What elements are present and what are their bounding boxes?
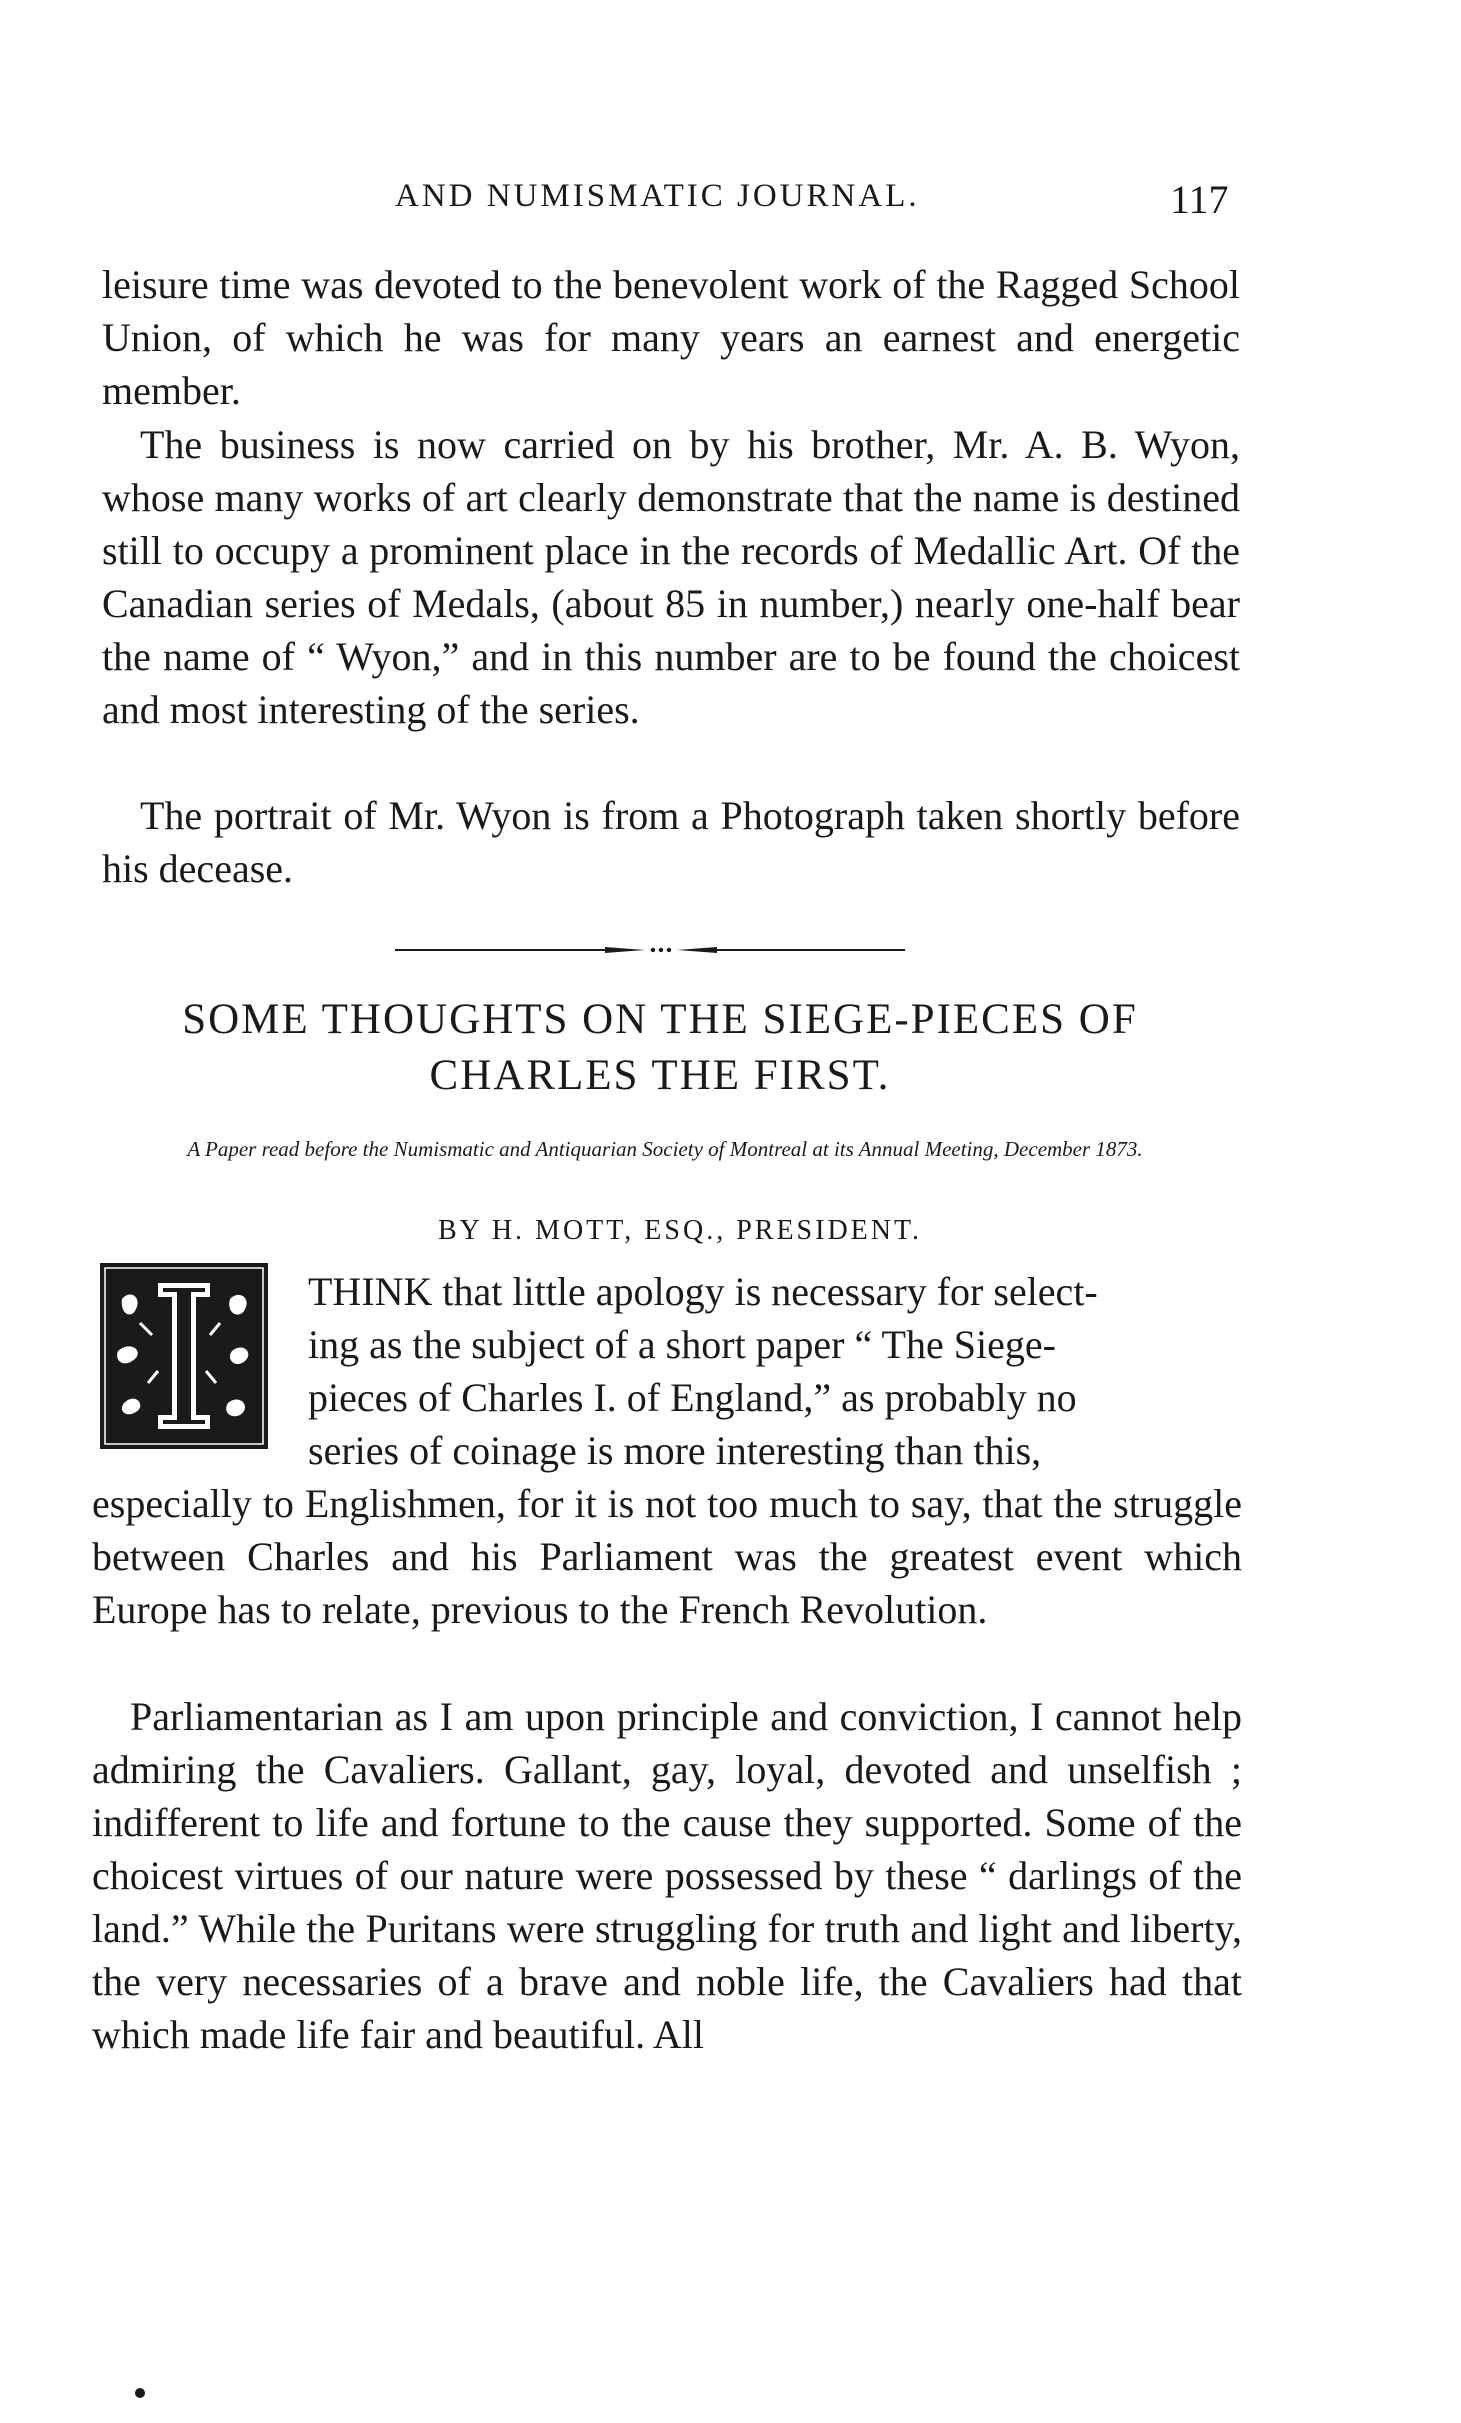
paragraph-text: The business is now carried on by his brother, Mr. A. B. Wyon, whose many works of art clearly demonstrate that the name is destined still to occupy a prominent place in the records of Medallic Art. Of the Canadian series of Medals, (about 85 in number,) nearly one-half bear the name of “ Wyon,” and in this number are to be found the choicest and most interesting of the series. <box>102 422 1240 732</box>
ink-speck <box>135 2388 145 2398</box>
ornamental-drop-cap-I <box>100 1263 268 1449</box>
article-second-paragraph <box>92 1690 1242 2061</box>
article-title: SOME THOUGHTS ON THE SIEGE-PIECES OF CHARLES THE FIRST. <box>182 996 1138 1099</box>
paragraph-line: series of coinage is more interesting than this, <box>308 1428 1042 1473</box>
paragraph-line: THINK that little apology is necessary for select- <box>308 1269 1098 1314</box>
paragraph-text: especially to Englishmen, for it is not too much to say, that the struggle between Charles and his Parliament was the greatest event which Europe has to relate, previous to the French Revolution. <box>92 1481 1242 1632</box>
paragraph-line: ing as the subject of a short paper “ The Siege- <box>308 1322 1056 1367</box>
obituary-paragraph-2 <box>102 418 1240 736</box>
paragraph-line: pieces of Charles I. of England,” as probably no <box>308 1375 1077 1420</box>
paragraph-text: leisure time was devoted to the benevolent work of the Ragged School Union, of which he was for many years an earnest and energetic member. <box>102 262 1240 413</box>
section-divider-ornament <box>395 943 905 957</box>
page-number: 117 <box>1170 177 1229 222</box>
paragraph-text: Parliamentarian as I am upon principle and conviction, I cannot help admiring the Cavaliers. Gallant, gay, loyal, devoted and unselfish ; indifferent to life and fortune to the cause they supported. Some of the choicest virtues of our nature were possessed by these “ darlings of the land.” While the Puritans were struggling for truth and light and liberty, the very necessaries of a brave and noble life, the Cavaliers had that which made life fair and beautiful. All <box>92 1694 1242 2057</box>
obituary-paragraph-1 <box>102 258 1240 417</box>
article-byline: BY H. MOTT, ESQ., PRESIDENT. <box>437 1215 923 1246</box>
obituary-paragraph-3 <box>102 789 1240 895</box>
paragraph-text: The portrait of Mr. Wyon is from a Photograph taken shortly before his decease. <box>102 793 1240 891</box>
article-first-paragraph <box>308 1265 1240 1477</box>
article-subtitle: A Paper read before the Numismatic and Antiquarian Society of Montreal at its Annual Meeting, December 1873. <box>187 1137 1143 1161</box>
article-first-paragraph-continued <box>92 1477 1242 1636</box>
running-head: AND NUMISMATIC JOURNAL. <box>395 178 920 214</box>
